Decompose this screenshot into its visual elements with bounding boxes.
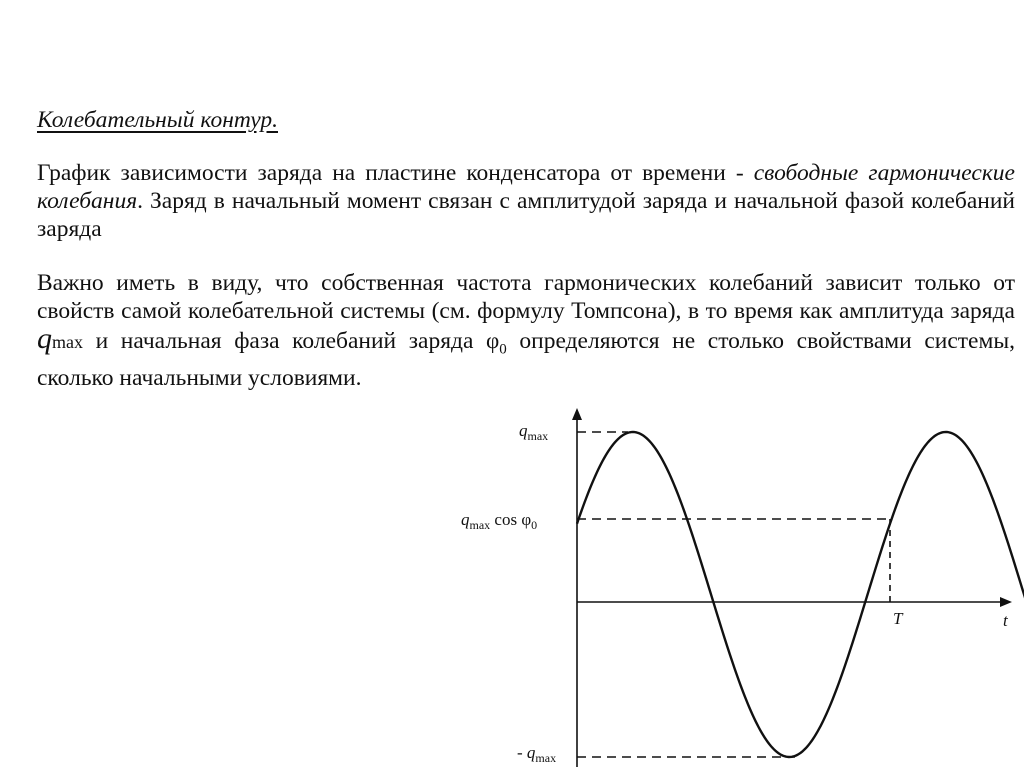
qmax-q: q [37,322,52,355]
label-period-T: T [893,609,903,628]
x-axis-arrow [1000,597,1012,607]
label-neg-qmax: - $q_{max}$ [517,743,557,765]
phi-sub: 0 [499,341,507,358]
p1-text-b: . Заряд в начальный момент связан с амплитудой заряда и начальной фазой колебаний заряда [37,188,1015,242]
label-time-t: t [1003,611,1008,630]
p2-text-b: и начальная фаза колебаний заряда [83,328,486,354]
phi-sym: φ [486,328,500,353]
p1-italic-term: свободные гармонические колебания [37,160,1015,214]
qmax-sub: max [52,332,83,352]
p2-text-c: определяются не столько свойствами системы, сколько начальными условиями. [37,328,1015,391]
y-axis-arrow [572,408,582,420]
charge-curve [577,432,1024,757]
p2-text-a: Важно иметь в виду, что собственная частота гармонических колебаний зависит только от свойств самой колебательной системы (см. формулу Томпсона), в то время как амплитуда заряда [37,270,1015,324]
label-qmax: $q_{max}$ [519,421,549,443]
slide-title: Колебательный контур. [37,107,278,133]
label-qmax-cos-phi0: $q_{max}$ $\cos \varphi_0$ [461,510,538,532]
p1-text-a: График зависимости заряда на пластине конденсатора от времени - [37,160,754,186]
